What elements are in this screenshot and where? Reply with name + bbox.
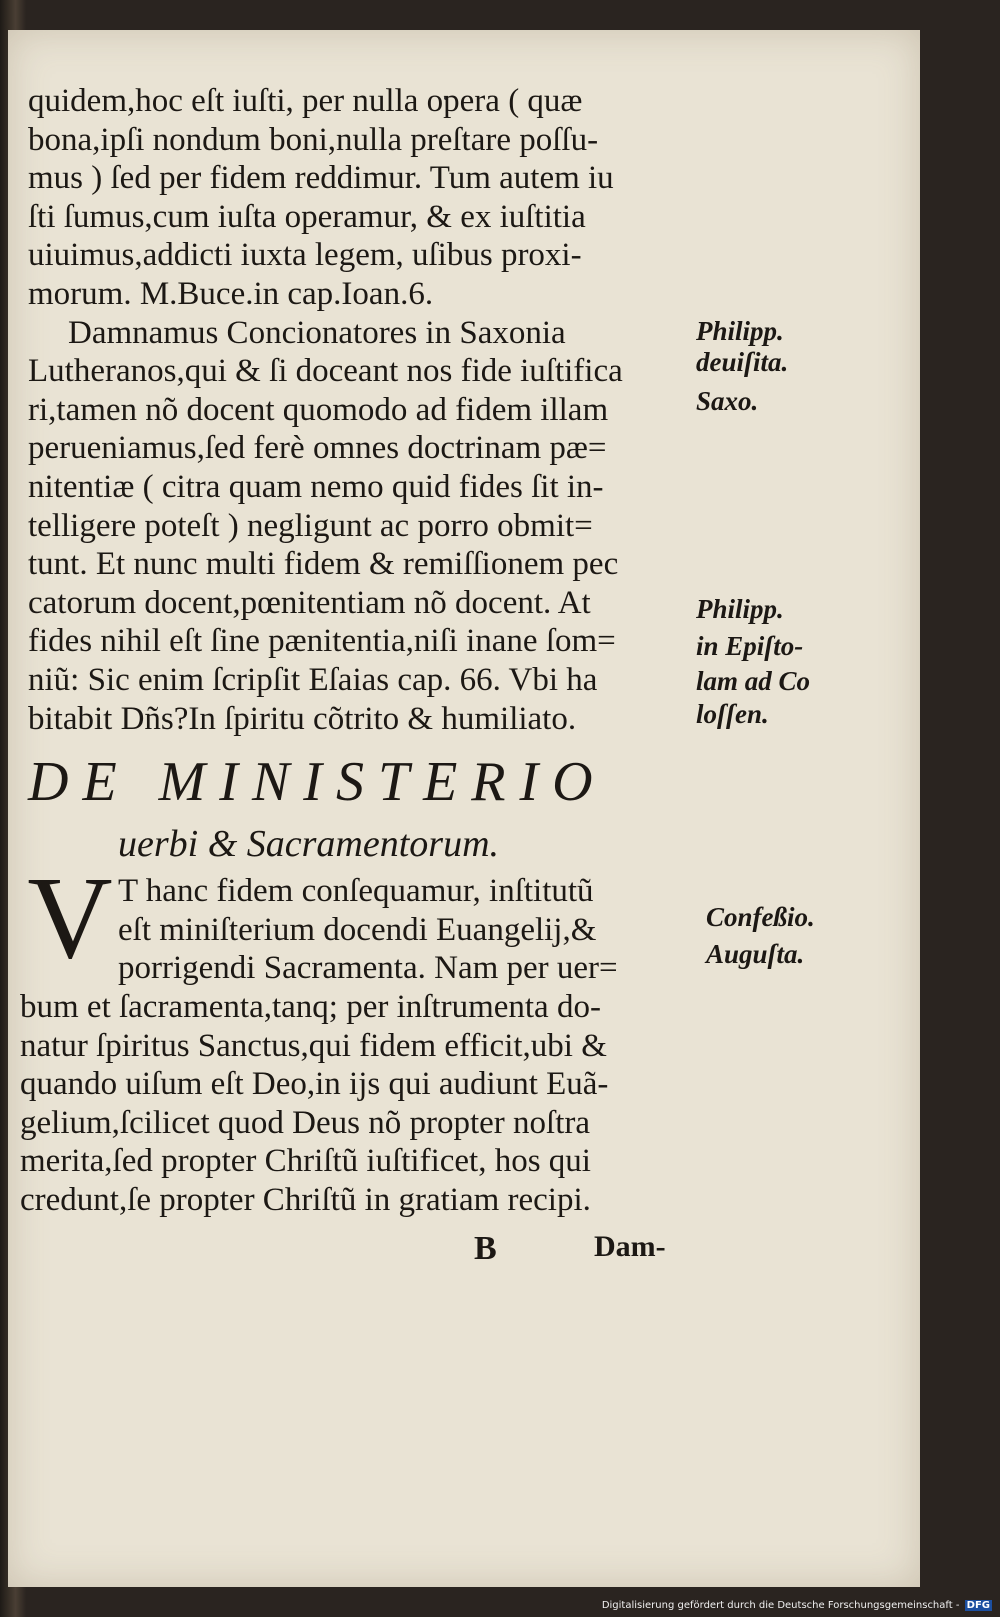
text-line: Lutheranos,qui & ſi doceant nos fide iuſtifica: [28, 353, 623, 390]
credit-text: Digitalisierung gefördert durch die Deutsche Forschungsgemeinschaft -: [601, 1600, 960, 1611]
text-line: quando uiſum eſt Deo,in ijs qui audiunt Euã-: [20, 1066, 609, 1103]
drop-cap-initial: V: [27, 852, 113, 983]
text-line: uiuimus,addicti iuxta legem, uſibus proxi-: [28, 237, 582, 274]
text-line: bona,ipſi nondum boni,nulla preſtare poſſu-: [28, 121, 599, 158]
text-line: nitentiæ ( citra quam nemo quid fides ſit in-: [28, 468, 604, 505]
margin-note-confessio: [706, 902, 815, 970]
text-line: telligere poteſt ) negligunt ac porro obmit=: [28, 507, 593, 544]
section-heading: DE MINISTERIO: [28, 751, 607, 813]
digitization-credit: [602, 1600, 992, 1611]
body-paragraph-bottom: [20, 988, 720, 1220]
margin-note-line: Auguſta.: [706, 939, 805, 969]
text-line: mus ) ſed per fidem reddimur. Tum autem iu: [28, 160, 614, 197]
text-line: fides nihil eſt ſine pænitentia,niſi inane ſom=: [28, 623, 616, 660]
margin-note-line: Confeßio.: [706, 902, 815, 932]
margin-note-line: Philipp.: [696, 594, 784, 624]
text-line: bitabit Dñs?In ſpiritu cõtrito & humiliato.: [28, 700, 577, 737]
margin-note-line: Philipp.: [696, 316, 784, 346]
text-line: morum. M.Buce.in cap.Ioan.6.: [28, 275, 434, 312]
margin-note-line: lam ad Co: [696, 666, 811, 696]
text-line: credunt,ſe propter Chriſtũ in gratiam recipi.: [20, 1181, 591, 1218]
margin-note-line: loſſen.: [696, 699, 769, 729]
margin-note-philipp-colossen: [696, 594, 810, 730]
text-line: niũ: Sic enim ſcripſit Eſaias cap. 66. Vbi ha: [28, 661, 598, 698]
text-line: bum et ſacramenta,tanq; per inſtrumenta do-: [20, 989, 601, 1025]
margin-note-line: in Epiſto-: [696, 631, 804, 661]
margin-note-philipp-saxo: [696, 316, 788, 417]
body-paragraph-ministry: [118, 872, 718, 988]
text-line: ſti ſumus,cum iuſta operamur, & ex iuſtitia: [28, 198, 586, 235]
text-line: eſt miniſterium docendi Euangelij,&: [118, 911, 597, 948]
text-line: Damnamus Concionatores in Saxonia: [68, 314, 566, 351]
text-line: catorum docent,pœnitentiam nõ docent. At: [28, 584, 591, 621]
margin-note-line: Saxo.: [696, 386, 759, 416]
body-paragraph-top: [28, 82, 718, 738]
catchword: Dam-: [594, 1230, 666, 1263]
text-line: tunt. Et nunc multi fidem & remiſſionem pec: [28, 546, 619, 583]
signature-mark: B: [474, 1230, 497, 1267]
text-line: porrigendi Sacramenta. Nam per uer=: [118, 950, 618, 987]
text-line: natur ſpiritus Sanctus,qui fidem efficit,ubi &: [20, 1027, 607, 1064]
text-line: T hanc fidem conſequamur, inſtitutũ: [118, 873, 594, 909]
margin-note-line: deuiſita.: [696, 347, 789, 377]
dfg-logo: DFG: [966, 1600, 990, 1611]
section-subheading: uerbi & Sacramentorum.: [118, 823, 500, 865]
text-line: gelium,ſcilicet quod Deus nõ propter noſtra: [20, 1104, 591, 1141]
text-line: perueniamus,ſed ferè omnes doctrinam pæ=: [28, 430, 607, 467]
text-line: merita,ſed propter Chriſtũ iuſtificet, hos qui: [20, 1143, 591, 1180]
text-line: quidem,hoc eſt iuſti, per nulla opera ( quæ: [28, 83, 583, 119]
text-line: ri,tamen nõ docent quomodo ad fidem illam: [28, 391, 609, 428]
